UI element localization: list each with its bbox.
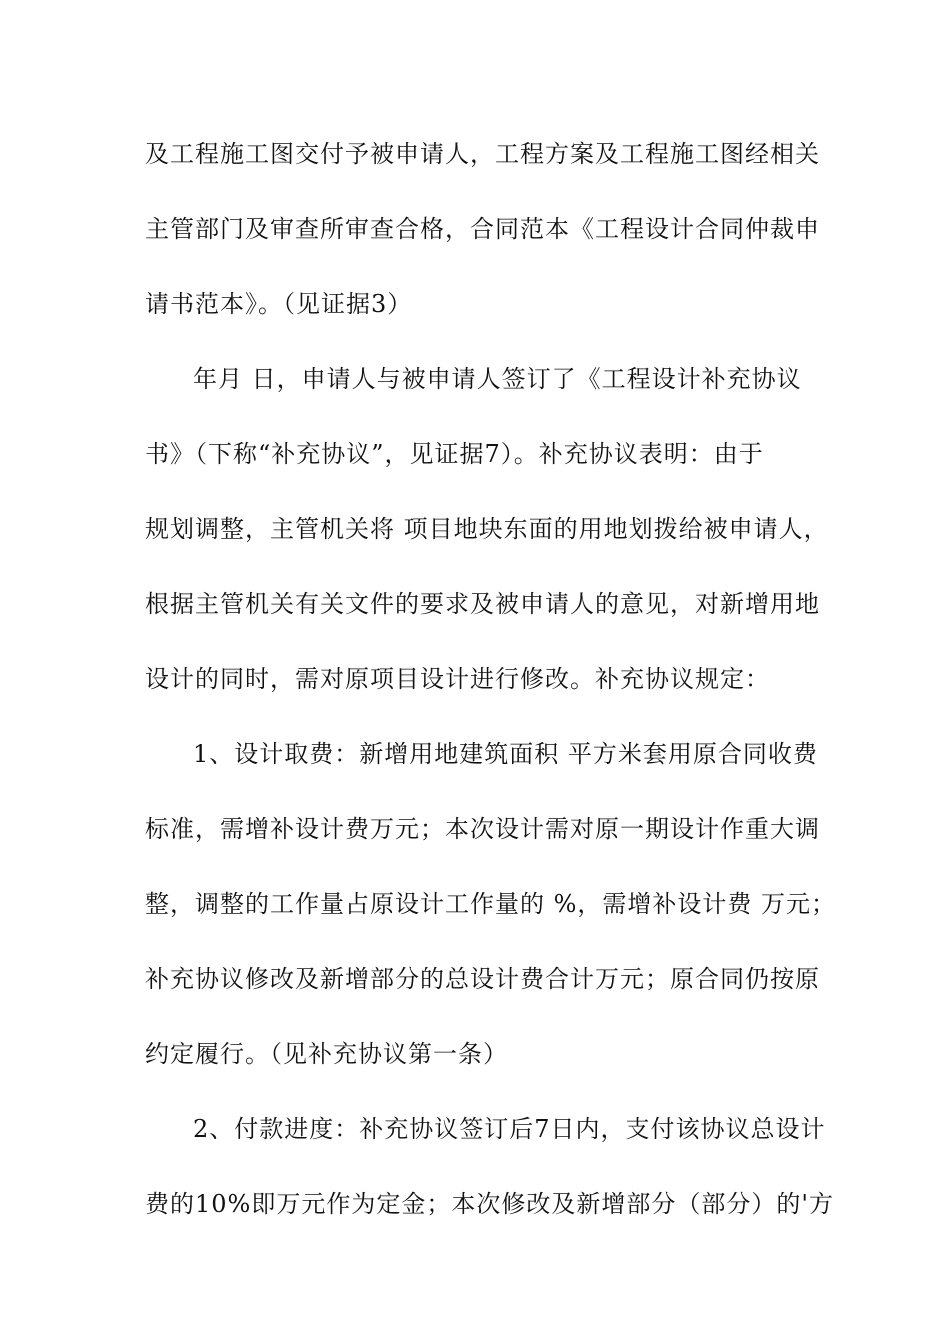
paragraph-line: 及工程施工图交付予被申请人，工程方案及工程施工图经相关 bbox=[145, 140, 820, 168]
paragraph-line: 补充协议修改及新增部分的总设计费合计万元；原合同仍按原 bbox=[145, 965, 820, 993]
paragraph-line: 1、设计取费：新增用地建筑面积 平方米套用原合同收费 bbox=[193, 740, 818, 768]
paragraph-line: 书》（下称“补充协议”，见证据7）。补充协议表明：由于 bbox=[145, 440, 764, 468]
paragraph-line: 主管部门及审查所审查合格，合同范本《工程设计合同仲裁申 bbox=[145, 215, 820, 243]
paragraph-line: 设计的同时，需对原项目设计进行修改。补充协议规定： bbox=[145, 665, 770, 693]
paragraph-line: 标准，需增补设计费万元；本次设计需对原一期设计作重大调 bbox=[145, 815, 820, 843]
paragraph-line: 费的10%即万元作为定金；本次修改及新增部分（部分）的'方 bbox=[145, 1190, 834, 1218]
paragraph-line: 整，调整的工作量占原设计工作量的 %，需增补设计费 万元； bbox=[145, 890, 837, 918]
paragraph-line: 规划调整，主管机关将 项目地块东面的用地划拨给被申请人， bbox=[145, 515, 829, 543]
paragraph-line: 年月 日，申请人与被申请人签订了《工程设计补充协议 bbox=[193, 365, 802, 393]
paragraph-line: 根据主管机关有关文件的要求及被申请人的意见，对新增用地 bbox=[145, 590, 820, 618]
paragraph-line: 2、付款进度：补充协议签订后7日内，支付该协议总设计 bbox=[193, 1115, 826, 1143]
paragraph-line: 请书范本》。（见证据3） bbox=[145, 290, 413, 318]
paragraph-line: 约定履行。（见补充协议第一条） bbox=[145, 1040, 508, 1068]
